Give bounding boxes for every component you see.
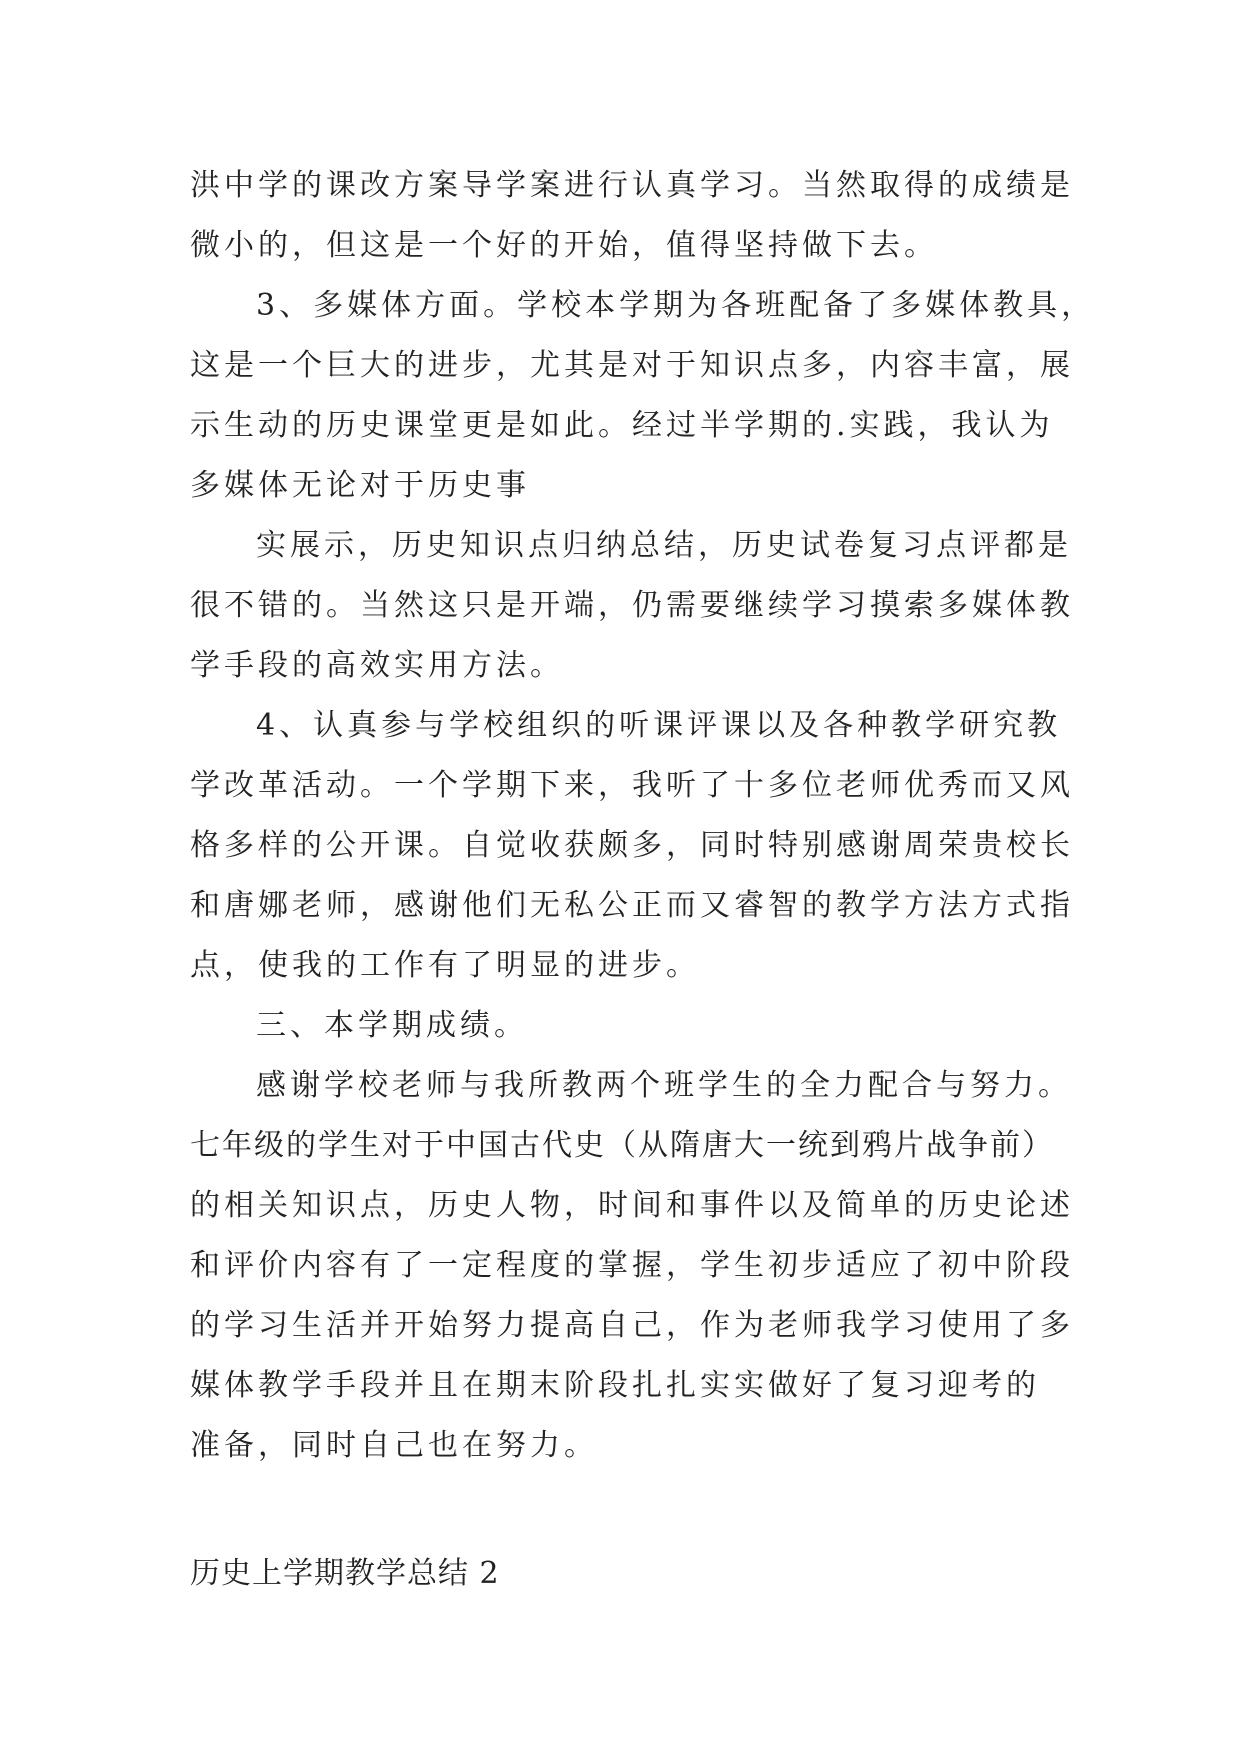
text-line: 多媒体无论对于历史事 [190, 468, 530, 503]
text-line: 很不错的。当然这只是开端，仍需要继续学习摸索多媒体教 [190, 588, 1074, 623]
text-line: 和评价内容有了一定程度的掌握，学生初步适应了初中阶段 [190, 1248, 1074, 1283]
text-line: 点，使我的工作有了明显的进步。 [190, 948, 700, 983]
text-line: 学手段的高效实用方法。 [190, 648, 564, 683]
text-line: 感谢学校老师与我所教两个班学生的全力配合与努力。 [256, 1068, 1072, 1103]
section-heading-line: 三、本学期成绩。 [256, 1008, 528, 1043]
section-title: 历史上学期教学总结 2 [190, 1556, 500, 1591]
text-line: 实展示，历史知识点归纳总结，历史试卷复习点评都是 [256, 528, 1072, 563]
text-line: 微小的，但这是一个好的开始，值得坚持做下去。 [190, 228, 938, 263]
text-line: 媒体教学手段并且在期末阶段扎扎实实做好了复习迎考的 [190, 1368, 1040, 1403]
text-line: 格多样的公开课。自觉收获颇多，同时特别感谢周荣贵校长 [190, 828, 1074, 863]
text-line: 学改革活动。一个学期下来，我听了十多位老师优秀而又风 [190, 768, 1074, 803]
text-line: 和唐娜老师，感谢他们无私公正而又睿智的教学方法方式指 [190, 888, 1074, 923]
text-line: 3、多媒体方面。学校本学期为各班配备了多媒体教具， [256, 288, 1096, 323]
text-line: 准备，同时自己也在努力。 [190, 1428, 598, 1463]
text-line: 4、认真参与学校组织的听课评课以及各种教学研究教 [256, 708, 1062, 743]
text-line: 七年级的学生对于中国古代史（从隋唐大一统到鸦片战争前） [190, 1128, 1054, 1163]
text-line: 的相关知识点，历史人物，时间和事件以及简单的历史论述 [190, 1188, 1074, 1223]
text-line: 洪中学的课改方案导学案进行认真学习。当然取得的成绩是 [190, 168, 1074, 203]
text-line: 示生动的历史课堂更是如此。经过半学期的.实践，我认为 [190, 408, 1054, 443]
text-line: 的学习生活并开始努力提高自己，作为老师我学习使用了多 [190, 1308, 1074, 1343]
text-line: 这是一个巨大的进步，尤其是对于知识点多，内容丰富，展 [190, 348, 1074, 383]
